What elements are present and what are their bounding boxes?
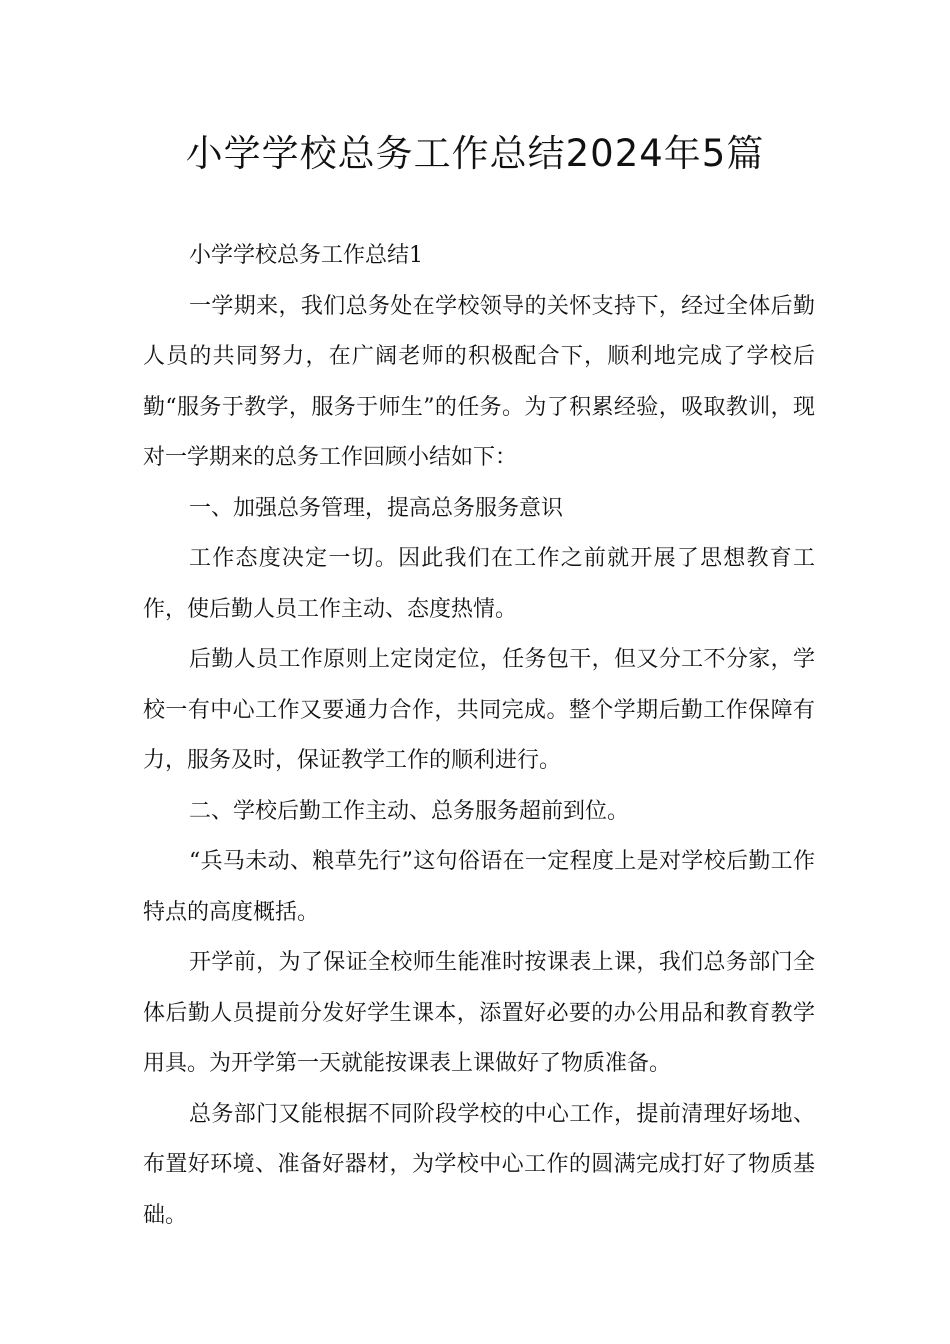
paragraph: 工作态度决定一切。因此我们在工作之前就开展了思想教育工作，使后勤人员工作主动、态度热情。 (143, 546, 815, 622)
section-heading: 小学学校总务工作总结1 (189, 243, 423, 268)
paragraph: 开学前，为了保证全校师生能准时按课表上课，我们总务部门全体后勤人员提前分发好学生课本，添置好必要的办公用品和教育教学用具。为开学第一天就能按课表上课做好了物质准备。 (143, 950, 815, 1076)
paragraph: 总务部门又能根据不同阶段学校的中心工作，提前清理好场地、布置好环境、准备好器材，为学校中心工作的圆满完成打好了物质基础。 (143, 1101, 815, 1228)
document-title: 小学学校总务工作总结2024年5篇 (185, 132, 765, 175)
document-body (143, 231, 815, 1241)
paragraph: 后勤人员工作原则上定岗定位，任务包干，但又分工不分家，学校一有中心工作又要通力合作，共同完成。整个学期后勤工作保障有力，服务及时，保证教学工作的顺利进行。 (143, 647, 815, 773)
section-heading: 一、加强总务管理，提高总务服务意识 (189, 495, 564, 521)
section-heading: 二、学校后勤工作主动、总务服务超前到位。 (189, 798, 630, 824)
paragraph: “兵马未动、粮草先行”这句俗语在一定程度上是对学校后勤工作特点的高度概括。 (143, 849, 815, 925)
paragraph: 一学期来，我们总务处在学校领导的关怀支持下，经过全体后勤人员的共同努力，在广阔老师的积极配合下，顺利地完成了学校后勤“服务于教学，服务于师生”的任务。为了积累经验，吸取教训，现对一学期来的总务工作回顾小结如下： (143, 293, 815, 470)
